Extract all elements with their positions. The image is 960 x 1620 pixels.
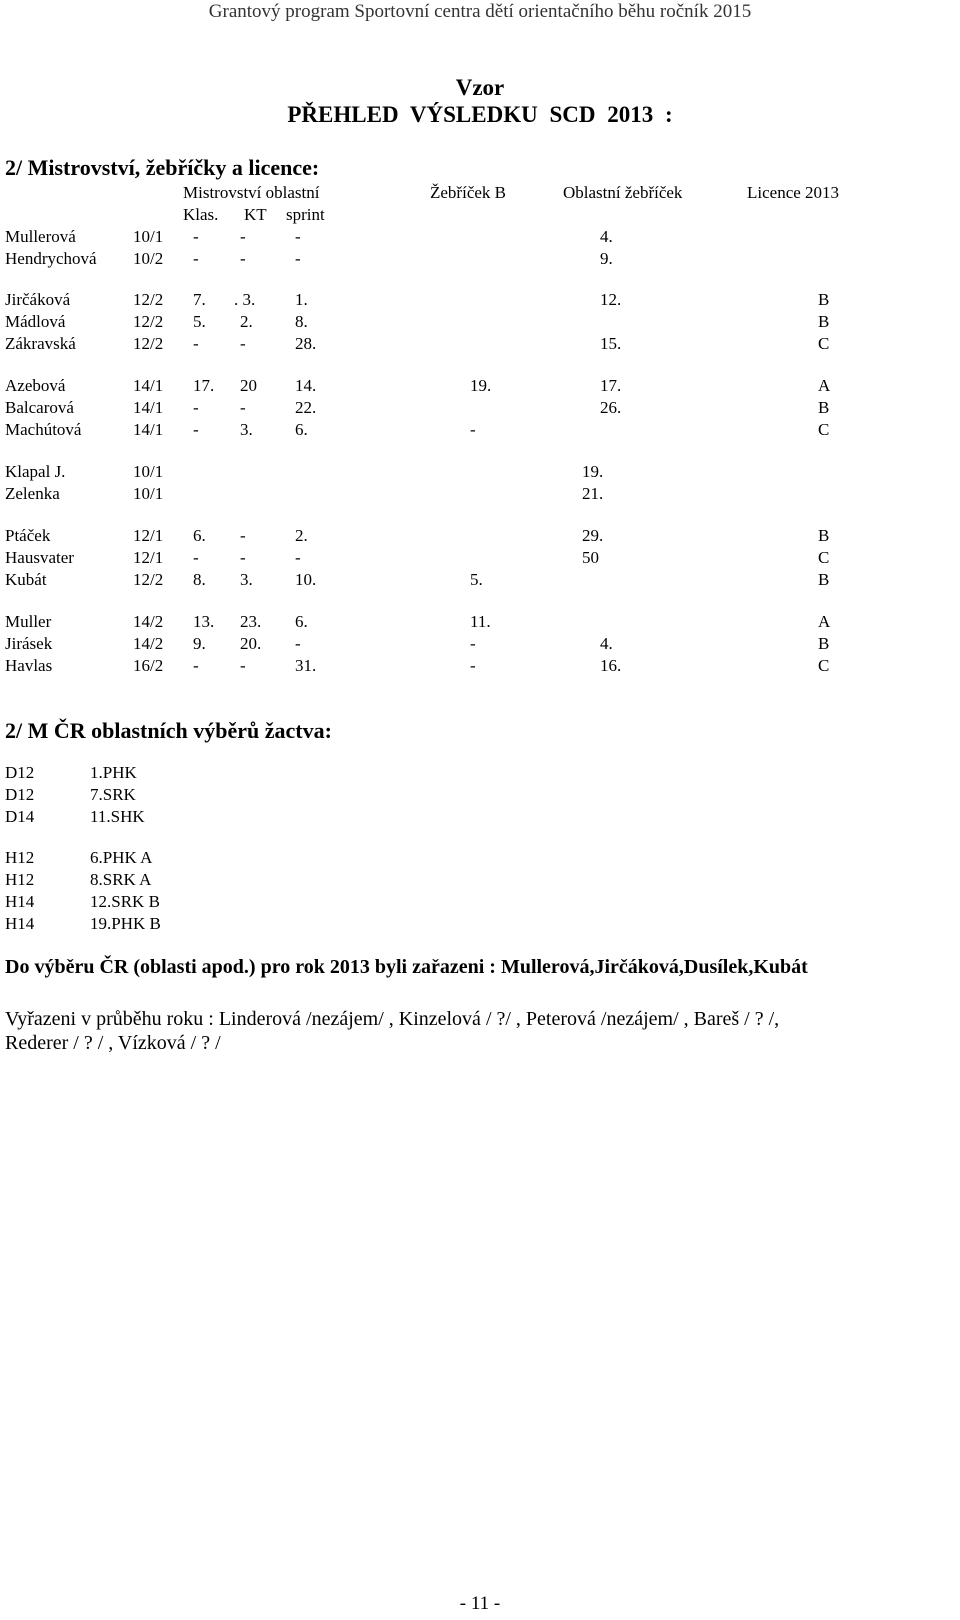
licence-value: C bbox=[818, 334, 830, 353]
table-row bbox=[0, 462, 960, 484]
list-item bbox=[0, 914, 960, 936]
klas-result: 5. bbox=[193, 312, 206, 331]
kt-result: - bbox=[240, 656, 246, 675]
oblastni-zebricek-result: 29. bbox=[582, 526, 604, 545]
sprint-result: 22. bbox=[295, 398, 317, 417]
category: 12/2 bbox=[133, 290, 164, 309]
athlete-name: Hausvater bbox=[5, 548, 74, 567]
kt-result: 20. bbox=[240, 634, 262, 653]
klas-result: - bbox=[193, 420, 199, 439]
category: 14/2 bbox=[133, 634, 164, 653]
sprint-result: 6. bbox=[295, 612, 308, 631]
category: 10/2 bbox=[133, 249, 164, 268]
kt-result: 23. bbox=[240, 612, 262, 631]
athlete-name: Muller bbox=[5, 612, 52, 631]
athlete-name: Kubát bbox=[5, 570, 47, 589]
category: D12 bbox=[5, 763, 35, 782]
page-number: - 11 - bbox=[459, 1593, 501, 1614]
table-row bbox=[0, 634, 960, 656]
zebricek-b-result: 5. bbox=[470, 570, 483, 589]
kt-result: - bbox=[240, 548, 246, 567]
klas-result: 6. bbox=[193, 526, 206, 545]
team-result: 6.PHK A bbox=[90, 848, 153, 867]
licence-value: C bbox=[818, 548, 830, 567]
table-row bbox=[0, 570, 960, 592]
kt-result: - bbox=[240, 398, 246, 417]
licence-value: C bbox=[818, 656, 830, 675]
col-header-zebricek-b: Žebříček B bbox=[430, 183, 506, 202]
table-row bbox=[0, 312, 960, 334]
table-row bbox=[0, 249, 960, 271]
list-item bbox=[0, 892, 960, 914]
klas-result: 9. bbox=[193, 634, 206, 653]
zebricek-b-result: - bbox=[470, 634, 476, 653]
licence-value: B bbox=[818, 398, 830, 417]
list-item bbox=[0, 848, 960, 870]
zebricek-b-result: - bbox=[470, 656, 476, 675]
athlete-name: Ptáček bbox=[5, 526, 51, 545]
category: 14/1 bbox=[133, 420, 164, 439]
team-result: 12.SRK B bbox=[90, 892, 160, 911]
table-row bbox=[0, 290, 960, 312]
athlete-name: Mádlová bbox=[5, 312, 66, 331]
kt-result: - bbox=[240, 227, 246, 246]
klas-result: - bbox=[193, 398, 199, 417]
col-header-klas: Klas. bbox=[183, 205, 219, 224]
category: 12/1 bbox=[133, 548, 164, 567]
athlete-name: Jirásek bbox=[5, 634, 53, 653]
athlete-name: Havlas bbox=[5, 656, 53, 675]
athlete-name: Jirčáková bbox=[5, 290, 71, 309]
list-item bbox=[0, 807, 960, 829]
document-title: PŘEHLED VÝSLEDKU SCD 2013 : bbox=[287, 102, 673, 127]
licence-value: B bbox=[818, 526, 830, 545]
athlete-name: Mullerová bbox=[5, 227, 76, 246]
sprint-result: 10. bbox=[295, 570, 317, 589]
document-label: Vzor bbox=[455, 75, 505, 100]
table-row bbox=[0, 398, 960, 420]
col-header-sprint: sprint bbox=[286, 205, 325, 224]
removed-athletes-line-1: Vyřazeni v průběhu roku : Linderová /nezájem/ , Kinzelová / ?/ , Peterová /nezájem/ , Bareš / ? /, bbox=[5, 1008, 780, 1030]
licence-value: B bbox=[818, 290, 830, 309]
kt-result: - bbox=[240, 526, 246, 545]
oblastni-zebricek-result: 12. bbox=[600, 290, 622, 309]
col-header-oblastni-zebricek: Oblastní žebříček bbox=[563, 183, 683, 202]
table-row bbox=[0, 656, 960, 678]
sprint-result: 14. bbox=[295, 376, 317, 395]
oblastni-zebricek-result: 21. bbox=[582, 484, 604, 503]
athlete-name: Machútová bbox=[5, 420, 82, 439]
category: H14 bbox=[5, 892, 35, 911]
table-row bbox=[0, 548, 960, 570]
athlete-name: Azebová bbox=[5, 376, 66, 395]
category: D14 bbox=[5, 807, 35, 826]
oblastni-zebricek-result: 16. bbox=[600, 656, 622, 675]
klas-result: 7. bbox=[193, 290, 206, 309]
category: 14/1 bbox=[133, 376, 164, 395]
oblastni-zebricek-result: 17. bbox=[600, 376, 622, 395]
page-header: Grantový program Sportovní centra dětí orientačního běhu ročník 2015 bbox=[208, 1, 752, 22]
licence-value: B bbox=[818, 312, 830, 331]
athlete-name: Balcarová bbox=[5, 398, 74, 417]
list-item bbox=[0, 785, 960, 807]
list-item bbox=[0, 870, 960, 892]
table-row bbox=[0, 376, 960, 398]
sprint-result: - bbox=[295, 227, 301, 246]
licence-value: B bbox=[818, 634, 830, 653]
team-result: 19.PHK B bbox=[90, 914, 161, 933]
klas-result: - bbox=[193, 656, 199, 675]
sprint-result: 31. bbox=[295, 656, 317, 675]
athlete-name: Klapal J. bbox=[5, 462, 66, 481]
sprint-result: - bbox=[295, 249, 301, 268]
klas-result: - bbox=[193, 227, 199, 246]
klas-result: - bbox=[193, 334, 199, 353]
sprint-result: 6. bbox=[295, 420, 308, 439]
sprint-result: 2. bbox=[295, 526, 308, 545]
zebricek-b-result: 19. bbox=[470, 376, 492, 395]
category: 10/1 bbox=[133, 484, 164, 503]
table-row bbox=[0, 334, 960, 356]
zebricek-b-result: 11. bbox=[470, 612, 491, 631]
sprint-result: 28. bbox=[295, 334, 317, 353]
table-row bbox=[0, 420, 960, 442]
table-row bbox=[0, 227, 960, 249]
category: H12 bbox=[5, 848, 35, 867]
oblastni-zebricek-result: 4. bbox=[600, 634, 613, 653]
oblastni-zebricek-result: 50 bbox=[582, 548, 599, 567]
kt-result: 20 bbox=[240, 376, 257, 395]
athlete-name: Hendrychová bbox=[5, 249, 97, 268]
national-selection-line: Do výběru ČR (oblasti apod.) pro rok 2013 byli zařazeni : Mullerová,Jirčáková,Dusílek,Kubát bbox=[5, 956, 808, 978]
category: D12 bbox=[5, 785, 35, 804]
kt-result: 3. bbox=[240, 570, 253, 589]
category: 10/1 bbox=[133, 462, 164, 481]
removed-athletes-line-2: Rederer / ? / , Vízková / ? / bbox=[5, 1032, 221, 1054]
sprint-result: - bbox=[295, 548, 301, 567]
sprint-result: 8. bbox=[295, 312, 308, 331]
team-result: 8.SRK A bbox=[90, 870, 152, 889]
category: H14 bbox=[5, 914, 35, 933]
col-header-licence: Licence 2013 bbox=[747, 183, 840, 202]
klas-result: 13. bbox=[193, 612, 215, 631]
category: 12/2 bbox=[133, 570, 164, 589]
oblastni-zebricek-result: 15. bbox=[600, 334, 622, 353]
team-result: 1.PHK bbox=[90, 763, 137, 782]
col-header-kt: KT bbox=[244, 205, 267, 224]
category: 14/2 bbox=[133, 612, 164, 631]
licence-value: C bbox=[818, 420, 830, 439]
kt-result: 2. bbox=[240, 312, 253, 331]
table-row bbox=[0, 484, 960, 506]
kt-result: - bbox=[240, 334, 246, 353]
sprint-result: - bbox=[295, 634, 301, 653]
category: H12 bbox=[5, 870, 35, 889]
category: 16/2 bbox=[133, 656, 164, 675]
category: 12/1 bbox=[133, 526, 164, 545]
category: 14/1 bbox=[133, 398, 164, 417]
sprint-result: 1. bbox=[295, 290, 308, 309]
category: 12/2 bbox=[133, 312, 164, 331]
list-item bbox=[0, 763, 960, 785]
kt-result: . 3. bbox=[234, 290, 256, 309]
athlete-name: Zelenka bbox=[5, 484, 60, 503]
team-result: 7.SRK bbox=[90, 785, 136, 804]
licence-value: B bbox=[818, 570, 830, 589]
athlete-name: Zákravská bbox=[5, 334, 76, 353]
category: 12/2 bbox=[133, 334, 164, 353]
klas-result: 8. bbox=[193, 570, 206, 589]
zebricek-b-result: - bbox=[470, 420, 476, 439]
licence-value: A bbox=[818, 612, 831, 631]
table-row bbox=[0, 526, 960, 548]
col-header-mistrovstvi: Mistrovství oblastní bbox=[183, 183, 320, 202]
oblastni-zebricek-result: 9. bbox=[600, 249, 613, 268]
section-heading-mcr: 2/ M ČR oblastních výběrů žactva: bbox=[5, 718, 332, 743]
oblastni-zebricek-result: 4. bbox=[600, 227, 613, 246]
oblastni-zebricek-result: 26. bbox=[600, 398, 622, 417]
klas-result: - bbox=[193, 548, 199, 567]
category: 10/1 bbox=[133, 227, 164, 246]
section-heading-championships: 2/ Mistrovství, žebříčky a licence: bbox=[5, 155, 320, 180]
licence-value: A bbox=[818, 376, 831, 395]
kt-result: 3. bbox=[240, 420, 253, 439]
table-row bbox=[0, 612, 960, 634]
klas-result: 17. bbox=[193, 376, 215, 395]
kt-result: - bbox=[240, 249, 246, 268]
klas-result: - bbox=[193, 249, 199, 268]
oblastni-zebricek-result: 19. bbox=[582, 462, 604, 481]
team-result: 11.SHK bbox=[90, 807, 145, 826]
